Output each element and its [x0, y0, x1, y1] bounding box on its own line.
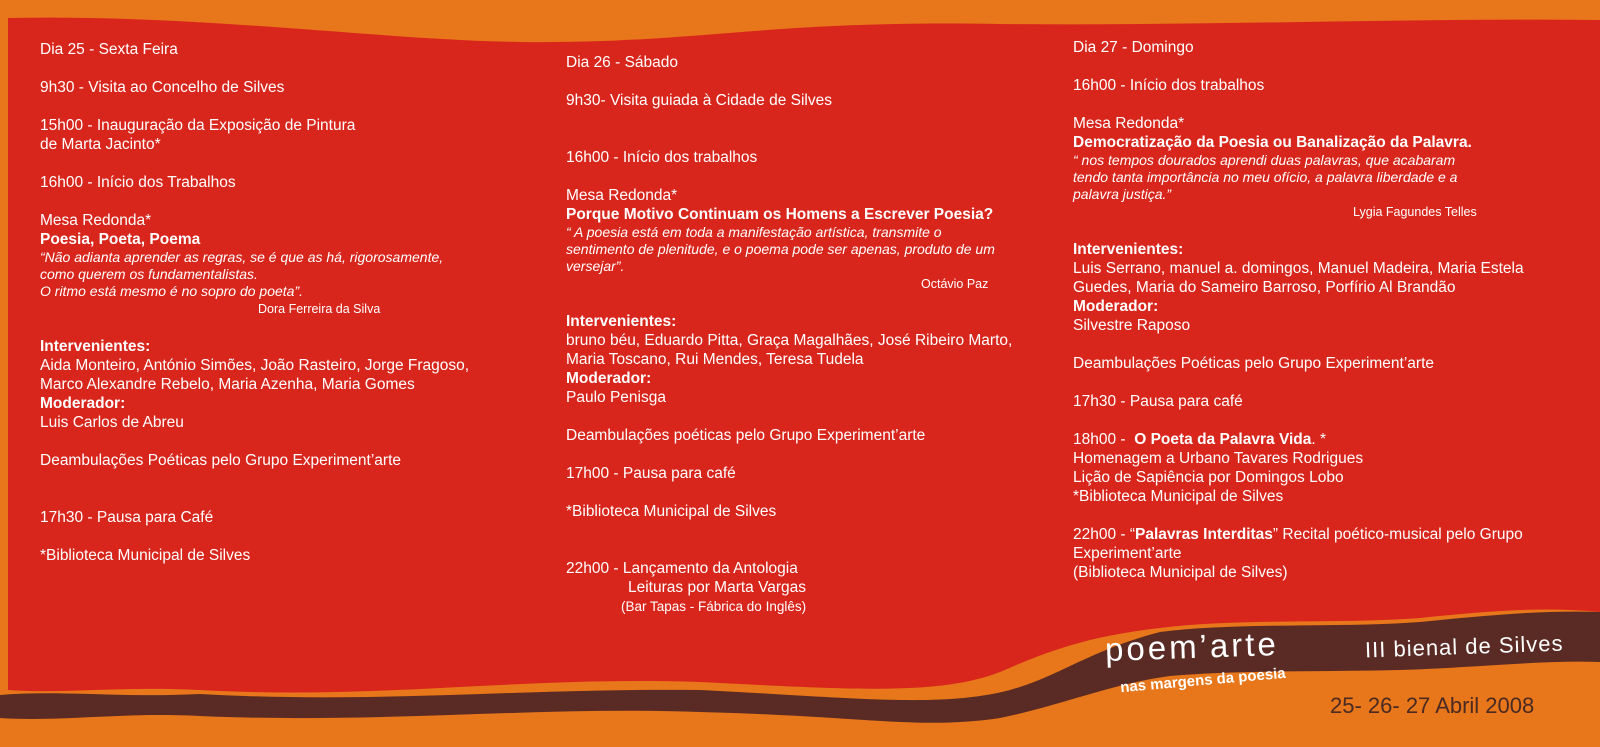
day-27-quote-line: palavra justiça.”: [1073, 186, 1172, 202]
day-25-place: *Biblioteca Municipal de Silves: [40, 547, 251, 564]
day-25-moderator: Luis Carlos de Abreu: [40, 414, 184, 431]
day-27-quote-line: “ nos tempos dourados aprendi duas palavras, que acabaram: [1073, 152, 1456, 168]
day-27-round-table: Mesa Redonda*: [1073, 115, 1185, 132]
day-25-pause: 17h30 - Pausa para Café: [40, 509, 214, 526]
day-27-column: [1073, 38, 1563, 582]
day-27-evening: [1073, 430, 1563, 449]
day-25-quote-line: como querem os fundamentalistas.: [40, 266, 258, 282]
day-26-quote-line: “ A poesia está em toda a manifestação artística, transmite o: [566, 224, 942, 240]
day-25-speakers-label: Intervenientes:: [40, 338, 151, 355]
day-25-poetic-walks: Deambulações Poéticas pelo Grupo Experiment’arte: [40, 452, 401, 469]
day-27-speakers-label: Intervenientes:: [1073, 241, 1184, 258]
day-26-quote-line: sentimento de plenitude, e o poema pode ser apenas, produto de um: [566, 241, 995, 257]
day-25-quote-line: “Não adianta aprender as regras, se é que as há, rigorosamente,: [40, 249, 444, 265]
day-27-start: 16h00 - Início dos trabalhos: [1073, 77, 1265, 94]
day-25-round-table: Mesa Redonda*: [40, 212, 152, 229]
day-27-recital-place: (Biblioteca Municipal de Silves): [1073, 564, 1288, 581]
day-27-speakers: Luis Serrano, manuel a. domingos, Manuel Madeira, Maria Estela Guedes, Maria do Sameiro Barroso, Porfírio Al Brandão: [1073, 260, 1524, 296]
day-25-quote-line: O ritmo está mesmo é no sopro do poeta”.: [40, 283, 304, 299]
day-26-quote-author: Octávio Paz: [921, 277, 989, 291]
day-27-quote-author: Lygia Fagundes Telles: [1353, 205, 1477, 219]
day-27-place: *Biblioteca Municipal de Silves: [1073, 488, 1284, 505]
day-25-column: [40, 40, 510, 565]
day-25-title: Dia 25 - Sexta Feira: [40, 41, 178, 58]
day-27-theme: Democratização da Poesia ou Banalização da Palavra.: [1073, 134, 1472, 151]
day-26-round-table: Mesa Redonda*: [566, 187, 678, 204]
day-25-start: 16h00 - Início dos Trabalhos: [40, 174, 236, 191]
day-27-evening-title: O Poeta da Palavra Vida: [1134, 431, 1312, 448]
day-26-speakers-label: Intervenientes:: [566, 313, 677, 330]
day-27-quote-line: tendo tanta importância no meu ofício, a palavra liberdade e a: [1073, 169, 1458, 185]
brand-bienal: III bienal de Silves: [1364, 630, 1564, 663]
day-26-poetic-walks: Deambulações poéticas pelo Grupo Experiment’arte: [566, 427, 926, 444]
day-26-readings: Leituras por Marta Vargas: [628, 579, 807, 596]
day-25-inauguration-cont: de Marta Jacinto*: [40, 136, 161, 153]
day-25-speakers: Aida Monteiro, António Simões, João Rasteiro, Jorge Fragoso, Marco Alexandre Rebelo, Maria Azenha, Maria Gomes: [40, 357, 470, 393]
day-26-visit: 9h30- Visita guiada à Cidade de Silves: [566, 92, 832, 109]
day-27-homage: Homenagem a Urbano Tavares Rodrigues: [1073, 450, 1364, 467]
day-27-pause: 17h30 - Pausa para café: [1073, 393, 1243, 410]
day-26-pause: 17h00 - Pausa para café: [566, 465, 736, 482]
day-26-column: [566, 53, 1056, 616]
brand-logo-name: poem’arte: [1104, 624, 1280, 669]
day-27-evening-time: 18h00 -: [1073, 431, 1126, 448]
day-25-quote-author: Dora Ferreira da Silva: [258, 302, 381, 316]
day-27-recital-rest: ” Recital poético-musical pelo Grupo Experiment’arte: [1073, 526, 1523, 562]
day-27-recital-title: Palavras Interditas: [1135, 526, 1273, 543]
day-27-recital-time: 22h00 - “: [1073, 526, 1136, 543]
brand-tagline: nas margens da poesia: [1119, 664, 1287, 697]
event-dates: 25- 26- 27 Abril 2008: [1330, 693, 1535, 718]
day-27-title: Dia 27 - Domingo: [1073, 39, 1194, 56]
day-27-poetic-walks: Deambulações Poéticas pelo Grupo Experiment’arte: [1073, 355, 1434, 372]
day-26-speakers: bruno béu, Eduardo Pitta, Graça Magalhães, José Ribeiro Marto, Maria Toscano, Rui Mendes, Teresa Tudela: [566, 332, 1013, 368]
day-26-moderator: Paulo Penisga: [566, 389, 666, 406]
day-27-evening-mark: . *: [1311, 431, 1327, 448]
day-27-moderator: Silvestre Raposo: [1073, 317, 1191, 334]
day-26-bar: (Bar Tapas - Fábrica do Inglês): [621, 599, 807, 614]
day-27-moderator-label: Moderador:: [1073, 298, 1159, 315]
day-26-theme: Porque Motivo Continuam os Homens a Escrever Poesia?: [566, 206, 994, 223]
day-25-inauguration: 15h00 - Inauguração da Exposição de Pintura: [40, 117, 356, 134]
day-26-title: Dia 26 - Sábado: [566, 54, 679, 71]
day-26-start: 16h00 - Início dos trabalhos: [566, 149, 758, 166]
day-25-theme: Poesia, Poeta, Poema: [40, 231, 201, 248]
day-25-moderator-label: Moderador:: [40, 395, 126, 412]
day-26-moderator-label: Moderador:: [566, 370, 652, 387]
day-26-quote-line: versejar”.: [566, 258, 625, 274]
day-27-lesson: Lição de Sapiência por Domingos Lobo: [1073, 469, 1344, 486]
day-25-visit: 9h30 - Visita ao Concelho de Silves: [40, 79, 285, 96]
day-26-launch: 22h00 - Lançamento da Antologia: [566, 560, 798, 577]
day-26-place: *Biblioteca Municipal de Silves: [566, 503, 777, 520]
day-27-recital: [1073, 525, 1533, 563]
